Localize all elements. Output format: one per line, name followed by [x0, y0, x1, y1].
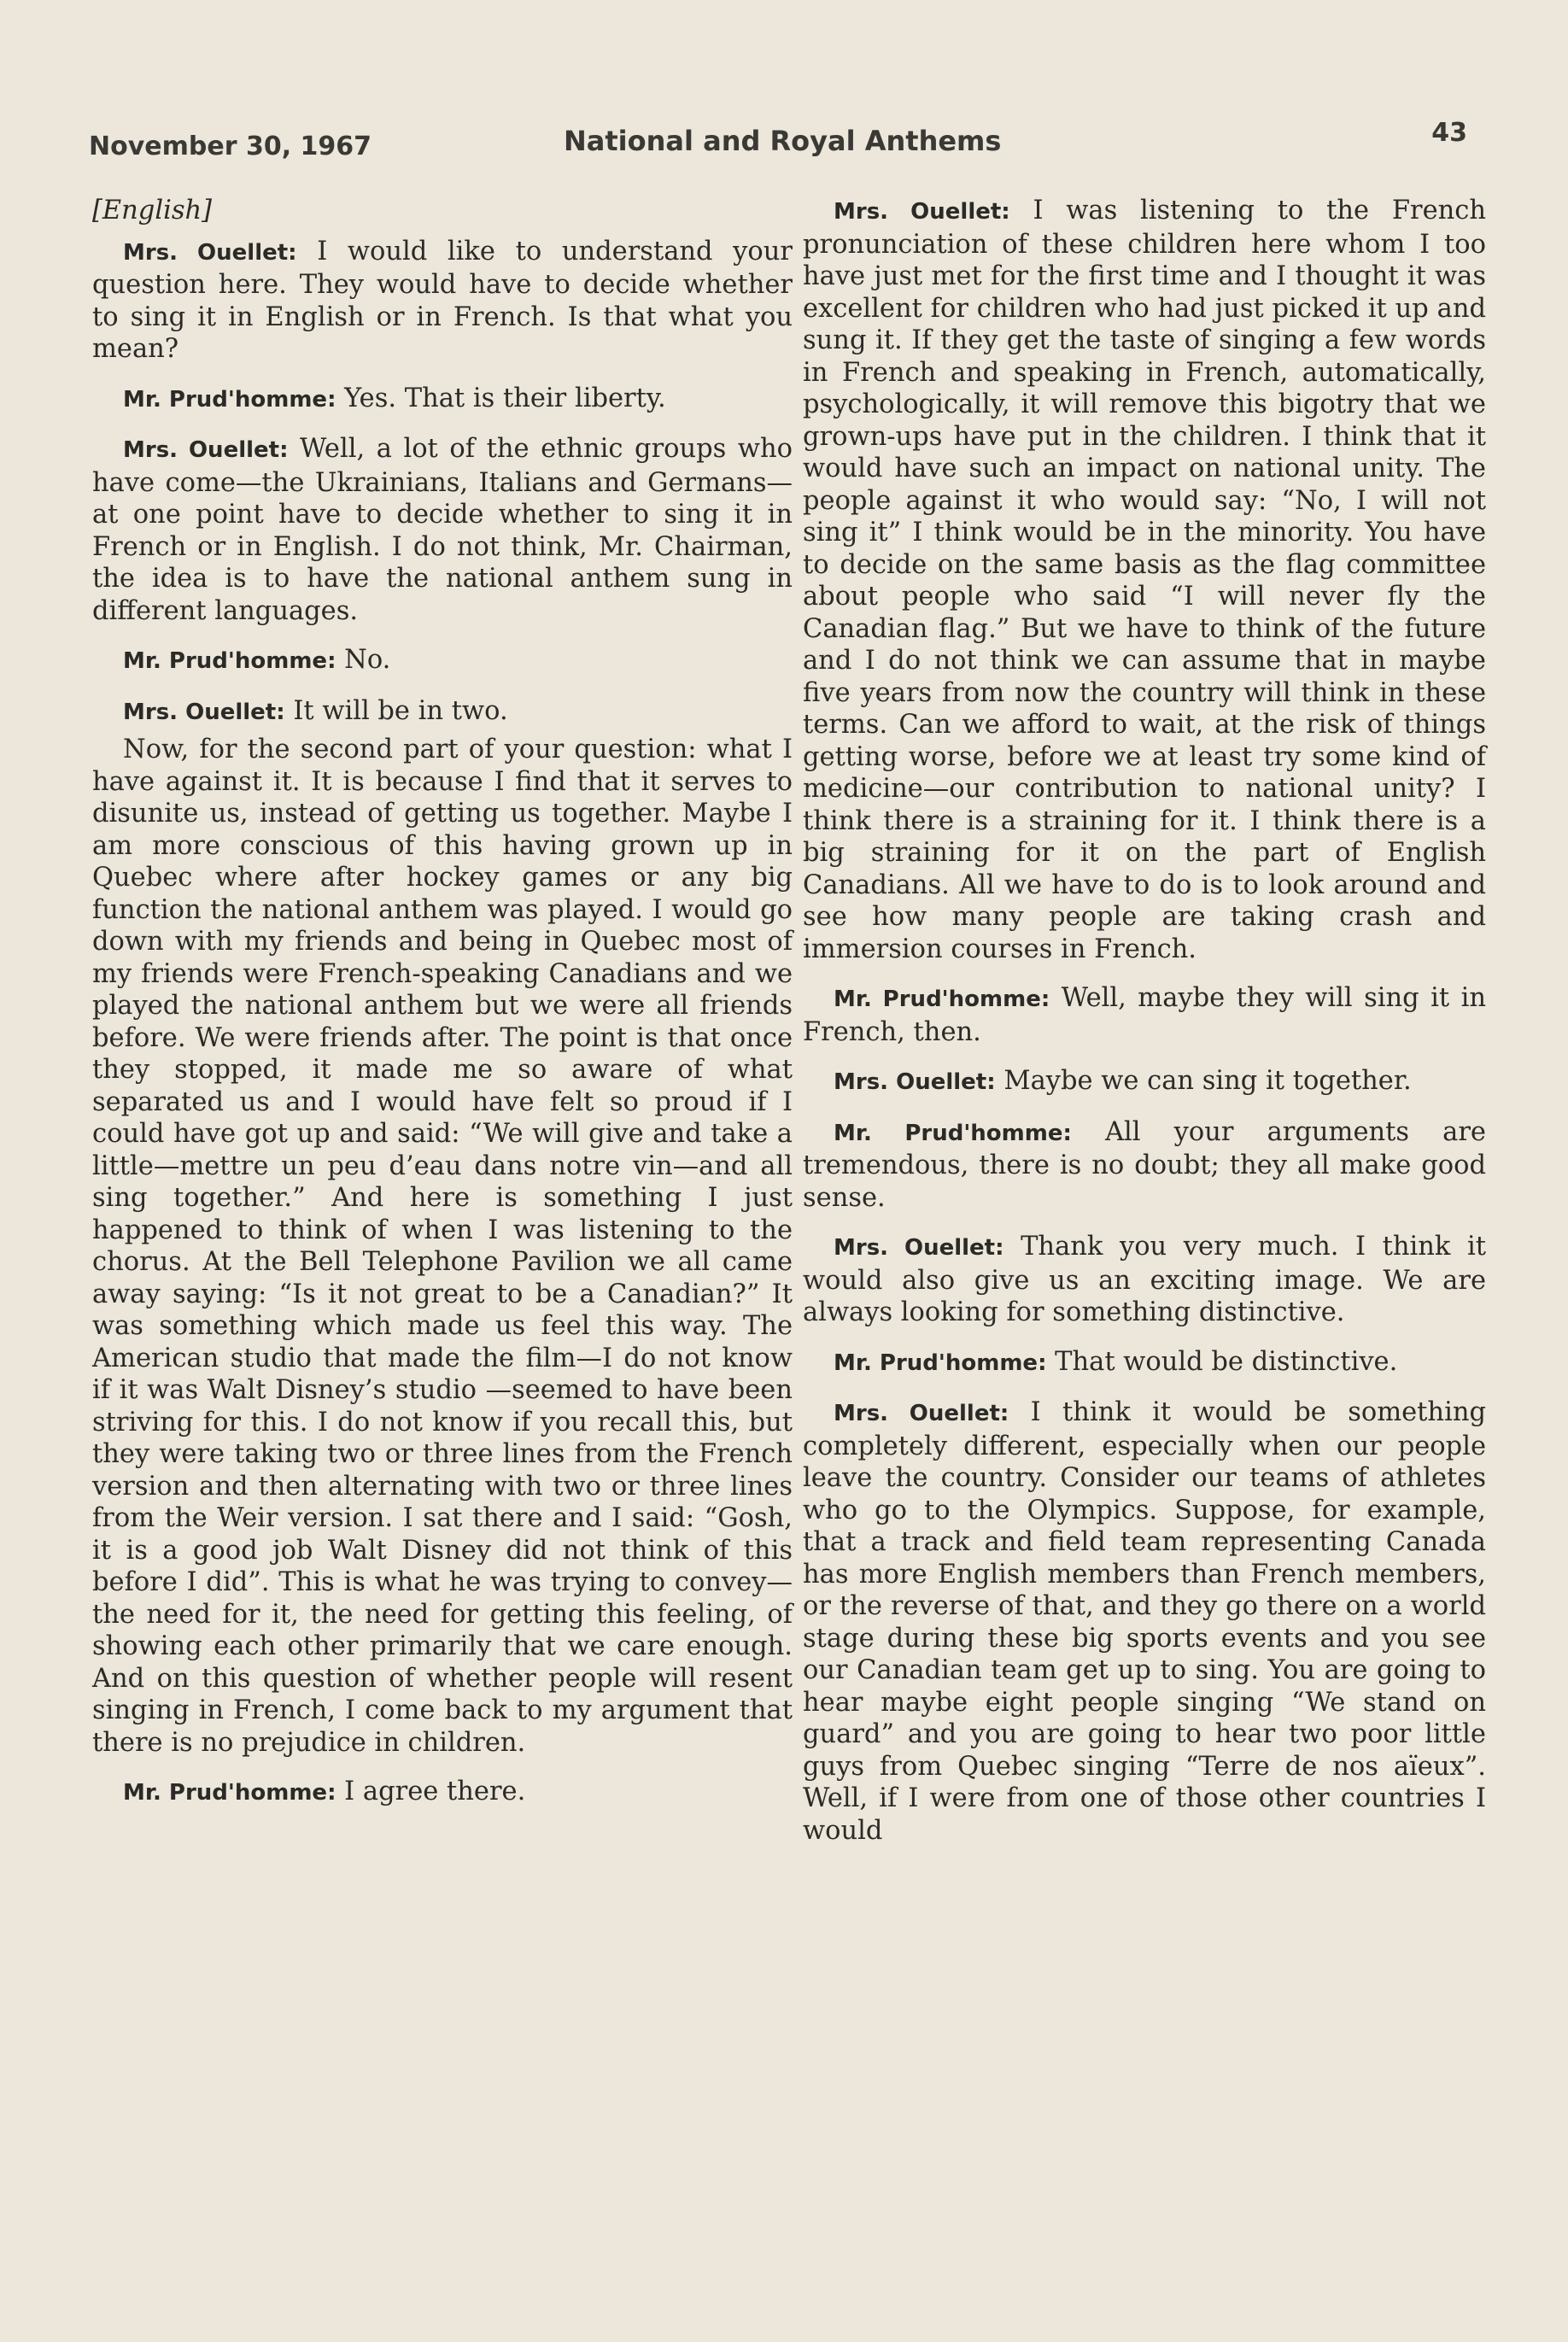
paragraph	[92, 734, 793, 1759]
speaker-label: Mrs. Ouellet:	[834, 1401, 1009, 1426]
speech-text: Yes. That is their liberty.	[344, 383, 666, 413]
paragraph	[803, 982, 1486, 1048]
speaker-label: Mr. Prud'homme:	[123, 648, 336, 674]
speaker-label: Mrs. Ouellet:	[834, 199, 1010, 225]
speaker-label: Mr. Prud'homme:	[123, 1780, 336, 1806]
left-column	[92, 195, 793, 1827]
paragraph	[803, 1116, 1486, 1215]
paragraph	[803, 1231, 1486, 1329]
speaker-label: Mrs. Ouellet:	[123, 699, 285, 725]
paragraph	[803, 1346, 1486, 1380]
speech-text: I was listening to the French pronunciation of these children here whom I too have just met for the first time and I thought it was excellent for children who had just picked it up and sung it. If they get the taste of singing a few words in French and speaking in French, automatically, psychologically, it will remove this bigotry that we grown-ups have put in the children. I think that it would have such an impact on national unity. The people against it who would say: “No, I will not sing it” I think would be in the minority. You have to decide on the same basis as the flag committee about people who said “I will never fly the Canadian flag.” But we have to think of the future and I do not think we can assume that in maybe five years from now the country will think in these terms. Can we afford to wait, at the risk of things getting worse, before we at least try some kind of medicine—our contribution to national unity? I think there is a straining for it. I think there is a big straining for it on the part of English Canadians. All we have to do is to look around and see how many people are taking crash and immersion courses in French.	[803, 196, 1486, 964]
paragraph	[92, 383, 793, 417]
page-number: 43	[1431, 118, 1467, 148]
speech-text: I would like to understand your question here. They would have to decide whether to sing it in English or in French. Is that what you mean?	[92, 236, 793, 364]
speaker-label: Mr. Prud'homme:	[123, 386, 336, 413]
language-tag: [English]	[92, 196, 213, 225]
speech-text: Now, for the second part of your question: what I have against it. It is because I find that it serves to disunite us, instead of getting us together. Maybe I am more conscious of this having grown up in Quebec where after hockey games or any big function the national anthem was played. I would go down with my friends and being in Quebec most of my friends were French-speaking Canadians and we played the national anthem but we were all friends before. We were friends after. The point is that once they stopped, it made me so aware of what separated us and I would have felt so proud if I could have got up and said: “We will give and take a little—mettre un peu d’eau dans notre vin—and all sing together.” And here is something I just happened to think of when I was listening to the chorus. At the Bell Telephone Pavilion we all came away saying: “Is it not great to be a Canadian?” It was something which made us feel this way. The American studio that made the film—I do not know if it was Walt Disney’s studio —seemed to have been striving for this. I do not know if you recall this, but they were taking two or three lines from the French version and then alternating with two or three lines from the Weir version. I sat there and I said: “Gosh, it is a good job Walt Disney did not think of this before I did”. This is what he was trying to convey—the need for it, the need for getting this feeling, of showing each other primarily that we care enough. And on this question of whether people will resent singing in French, I come back to my argument that there is no prejudice in children.	[92, 735, 793, 1758]
header-title: National and Royal Anthems	[564, 125, 1002, 157]
page-header	[85, 118, 1483, 169]
speech-text: No.	[344, 645, 391, 675]
speech-text: I agree there.	[344, 1777, 526, 1806]
speaker-label: Mr. Prud'homme:	[834, 987, 1050, 1012]
speech-text: Thank you very much. I think it would also give us an exciting image. We are always looking for something distinctive.	[803, 1232, 1486, 1327]
header-date: November 30, 1967	[89, 132, 372, 161]
speaker-label: Mrs. Ouellet:	[123, 437, 289, 463]
speaker-label: Mr. Prud'homme:	[834, 1350, 1047, 1376]
speech-text: Well, maybe they will sing it in French, then.	[803, 983, 1487, 1047]
paragraph	[803, 195, 1486, 965]
speech-text: It will be in two.	[293, 695, 508, 726]
paragraph	[92, 1776, 793, 1810]
speaker-label: Mrs. Ouellet:	[834, 1235, 1004, 1261]
paragraph	[92, 644, 793, 678]
speech-text: I think it would be something completely different, especially when our people leave the country. Consider our teams of athletes who go to the Olympics. Suppose, for example, that a track and field team representing Canada has more English members than French members, or the reverse of that, and they go there on a world stage during these big sports events and you see our Canadian team get up to sing. You are going to hear maybe eight people singing “We stand on guard” and you are going to hear two poor little guys from Quebec singing “Terre de nos aïeux”. Well, if I were from one of those other countries I would	[803, 1397, 1487, 1846]
speech-text: All your arguments are tremendous, there is no doubt; they all make good sense.	[803, 1116, 1486, 1213]
paragraph	[92, 236, 793, 366]
speech-text: Well, a lot of the ethnic groups who have come—the Ukrainians, Italians and Germans—at one point have to decide whether to sing it in French or in English. I do not think, Mr. Chairman, the idea is to have the national anthem sung in different languages.	[92, 434, 793, 626]
paragraph	[92, 695, 793, 729]
paragraph	[92, 433, 793, 627]
speech-text: That would be distinctive.	[1055, 1346, 1398, 1377]
speaker-label: Mr. Prud'homme:	[834, 1120, 1072, 1146]
paragraph	[803, 1065, 1486, 1099]
speaker-label: Mrs. Ouellet:	[834, 1069, 996, 1095]
speech-text: Maybe we can sing it together.	[1003, 1066, 1412, 1096]
right-column	[803, 195, 1486, 1864]
paragraph	[803, 1396, 1486, 1847]
speaker-label: Mrs. Ouellet:	[123, 239, 297, 266]
